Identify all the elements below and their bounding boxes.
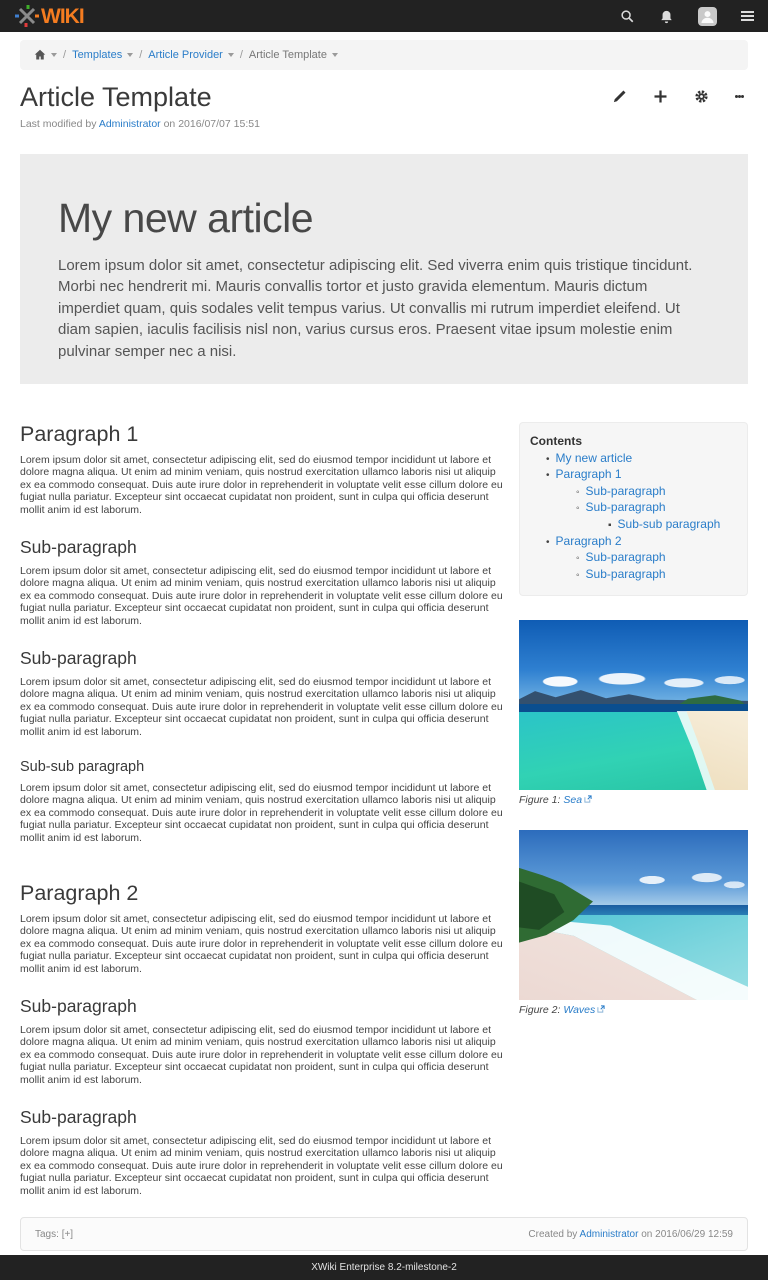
toc-bullet: ◦ xyxy=(576,486,580,498)
toc-link[interactable]: Paragraph 2 xyxy=(555,533,622,548)
section-heading: Sub-paragraph xyxy=(20,647,137,668)
toc-entry xyxy=(530,550,737,567)
modified-user-link[interactable]: Administrator xyxy=(98,117,161,130)
toc-entry xyxy=(530,484,737,501)
toc-entry xyxy=(530,451,737,468)
toc-entry xyxy=(530,500,737,517)
section-paragraph: Lorem ipsum dolor sit amet, consectetur adipiscing elit, sed do eiusmod tempor incididunt ut labore et dolore magna aliqua. Ut enim ad minim veniam, quis nostrud exercitation ullamco laboris nisi ut aliquip ex ea commodo consequat. Duis aute irure dolor in reprehenderit in voluptate velit esse cillum dolore eu fugiat nulla pariatur. Excepteur sint occaecat cupidatat non proident, sunt in culpa qui officia deserunt mollit anim id est laborum. xyxy=(20,453,503,517)
external-link-icon xyxy=(597,1004,605,1016)
contents-title: Contents xyxy=(530,433,582,448)
settings-gear-icon[interactable] xyxy=(694,89,709,104)
xwiki-x-mark xyxy=(14,4,40,28)
breadcrumb-caret-icon[interactable] xyxy=(127,53,133,57)
breadcrumb-caret-icon[interactable] xyxy=(228,53,234,57)
toc-bullet: ◦ xyxy=(576,569,580,581)
notifications-bell-icon[interactable] xyxy=(659,9,674,24)
toc-entry xyxy=(530,567,737,584)
breadcrumb-home-icon[interactable] xyxy=(34,49,46,62)
sea-photo xyxy=(519,620,748,790)
hero-body: Lorem ipsum dolor sit amet, consectetur adipiscing elit. Sed viverra enim quis tristique tincidunt. Morbi nec hendrerit mi. Mauris convallis tortor et justo gravida elementum. Mauris dictum imperdiet quam, quis sodales velit tempus varius. Ut convallis mi rutrum imperdiet eleifend. Ut diam sapien, iaculis facilisis nisl non, varius cursus eros. Praesent vitae ipsum molestie enim pulvinar semper nec a nisi. xyxy=(58,256,693,360)
breadcrumb-caret-icon[interactable] xyxy=(51,53,57,57)
waves-photo xyxy=(519,830,748,1000)
add-plus-icon[interactable] xyxy=(653,89,668,104)
toc-link[interactable]: Sub-paragraph xyxy=(585,500,666,515)
toc-bullet: • xyxy=(546,453,550,465)
section-heading: Sub-sub paragraph xyxy=(20,758,145,775)
toc-bullet: ◦ xyxy=(576,503,580,515)
contents-panel xyxy=(519,422,748,597)
created-user-link[interactable]: Administrator xyxy=(579,1228,639,1240)
figure xyxy=(519,620,748,806)
toc-entry xyxy=(530,534,737,551)
figure-caption: Figure 2: Waves xyxy=(519,1004,748,1016)
breadcrumb-item[interactable]: Article Provider xyxy=(148,49,223,61)
toc-bullet: ◦ xyxy=(576,553,580,565)
logo-wordmark: WIKI xyxy=(41,4,84,28)
toc-entry xyxy=(530,467,737,484)
toc-entry xyxy=(530,517,737,534)
section-paragraph: Lorem ipsum dolor sit amet, consectetur adipiscing elit, sed do eiusmod tempor incididunt ut labore et dolore magna aliqua. Ut enim ad minim veniam, quis nostrud exercitation ullamco laboris nisi ut aliquip ex ea commodo consequat. Duis aute irure dolor in reprehenderit in voluptate velit esse cillum dolore eu fugiat nulla pariatur. Excepteur sint occaecat cupidatat non proident, sunt in culpa qui officia deserunt mollit anim id est laborum. xyxy=(20,1134,503,1197)
toc-link[interactable]: My new article xyxy=(555,450,633,465)
breadcrumb-separator: / xyxy=(139,49,143,61)
article-body xyxy=(20,422,506,1198)
edit-pencil-icon[interactable] xyxy=(612,89,627,104)
breadcrumb-separator: / xyxy=(239,49,243,61)
toc-bullet: • xyxy=(546,536,550,548)
section-heading: Sub-paragraph xyxy=(20,536,137,557)
page-actions xyxy=(612,89,748,104)
section-paragraph: Lorem ipsum dolor sit amet, consectetur adipiscing elit, sed do eiusmod tempor incididunt ut labore et dolore magna aliqua. Ut enim ad minim veniam, quis nostrud exercitation ullamco laboris nisi ut aliquip ex ea commodo consequat. Duis aute irure dolor in reprehenderit in voluptate velit esse cillum dolore eu fugiat nulla pariatur. Excepteur sint occaecat cupidatat non proident, sunt in culpa qui officia deserunt mollit anim id est laborum. xyxy=(20,1023,503,1086)
section-paragraph: Lorem ipsum dolor sit amet, consectetur adipiscing elit, sed do eiusmod tempor incididunt ut labore et dolore magna aliqua. Ut enim ad minim veniam, quis nostrud exercitation ullamco laboris nisi ut aliquip ex ea commodo consequat. Duis aute irure dolor in reprehenderit in voluptate velit esse cillum dolore eu fugiat nulla pariatur. Excepteur sint occaecat cupidatat non proident, sunt in culpa qui officia deserunt mollit anim id est laborum. xyxy=(20,912,503,975)
figure xyxy=(519,830,748,1016)
created-line: Created by Administrator on 2016/06/29 12:59 xyxy=(528,1228,733,1240)
section-paragraph: Lorem ipsum dolor sit amet, consectetur adipiscing elit, sed do eiusmod tempor incididunt ut labore et dolore magna aliqua. Ut enim ad minim veniam, quis nostrud exercitation ullamco laboris nisi ut aliquip ex ea commodo consequat. Duis aute irure dolor in reprehenderit in voluptate velit esse cillum dolore eu fugiat nulla pariatur. Excepteur sint occaecat cupidatat non proident, sunt in culpa qui officia deserunt mollit anim id est laborum. xyxy=(20,564,503,628)
figure-link[interactable]: Sea xyxy=(563,794,583,807)
tags-area: Tags: [+] xyxy=(35,1228,74,1240)
breadcrumb-caret-icon[interactable] xyxy=(332,53,338,57)
toc-bullet: ▪ xyxy=(608,520,612,532)
breadcrumb-separator: / xyxy=(63,49,67,61)
last-modified-line: Last modified by Administrator on 2016/07/07 15:51 xyxy=(20,117,260,130)
section-paragraph: Lorem ipsum dolor sit amet, consectetur adipiscing elit, sed do eiusmod tempor incididunt ut labore et dolore magna aliqua. Ut enim ad minim veniam, quis nostrud exercitation ullamco laboris nisi ut aliquip ex ea commodo consequat. Duis aute irure dolor in reprehenderit in voluptate velit esse cillum dolore eu fugiat nulla pariatur. Excepteur sint occaecat cupidatat non proident, sunt in culpa qui officia deserunt mollit anim id est laborum. xyxy=(20,675,503,738)
document-footer xyxy=(20,1217,748,1251)
more-options-kebab-icon[interactable] xyxy=(735,93,744,100)
top-navbar xyxy=(0,0,768,32)
xwiki-logo[interactable] xyxy=(14,4,84,28)
breadcrumb xyxy=(20,40,748,70)
breadcrumb-item: Article Template xyxy=(248,49,327,61)
toc-link[interactable]: Sub-paragraph xyxy=(585,566,666,581)
section-paragraph: Lorem ipsum dolor sit amet, consectetur adipiscing elit, sed do eiusmod tempor incididunt ut labore et dolore magna aliqua. Ut enim ad minim veniam, quis nostrud exercitation ullamco laboris nisi ut aliquip ex ea commodo consequat. Duis aute irure dolor in reprehenderit in voluptate velit esse cillum dolore eu fugiat nulla pariatur. Excepteur sint occaecat cupidatat non proident, sunt in culpa qui officia deserunt mollit anim id est laborum. xyxy=(20,781,503,844)
user-avatar[interactable] xyxy=(698,7,717,26)
section-heading: Paragraph 1 xyxy=(20,421,139,446)
section-heading: Sub-paragraph xyxy=(20,995,137,1016)
toc-link[interactable]: Sub-sub paragraph xyxy=(617,517,721,532)
toc-link[interactable]: Paragraph 1 xyxy=(555,467,622,482)
version-footer: XWiki Enterprise 8.2-milestone-2 xyxy=(0,1255,768,1280)
toc-bullet: • xyxy=(546,470,550,482)
add-tag-link[interactable]: [+] xyxy=(61,1228,74,1240)
figure-link[interactable]: Waves xyxy=(563,1004,596,1017)
toc-link[interactable]: Sub-paragraph xyxy=(585,550,666,565)
section-heading: Paragraph 2 xyxy=(20,880,139,905)
breadcrumb-item[interactable]: Templates xyxy=(72,49,123,61)
section-heading: Sub-paragraph xyxy=(20,1106,137,1127)
hero-title: My new article xyxy=(58,194,314,241)
page-title: Article Template xyxy=(20,82,212,112)
article-hero xyxy=(20,154,748,384)
external-link-icon xyxy=(584,794,592,806)
search-icon[interactable] xyxy=(620,9,635,24)
person-icon xyxy=(700,10,715,23)
toc-link[interactable]: Sub-paragraph xyxy=(585,483,666,498)
drawer-menu-icon[interactable] xyxy=(741,9,754,23)
figure-caption: Figure 1: Sea xyxy=(519,794,748,806)
